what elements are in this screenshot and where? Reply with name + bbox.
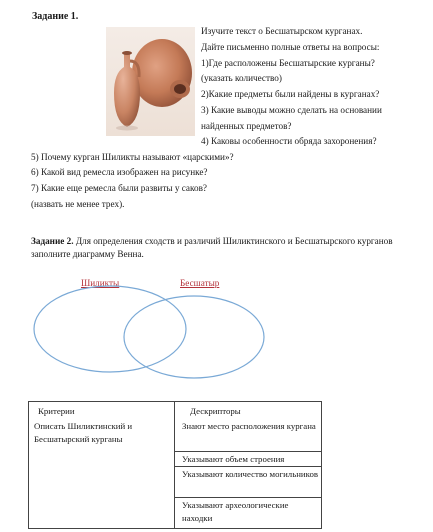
task1-line: Изучите текст о Бесшатырском курганах. <box>201 26 363 36</box>
task2-instructions: Для определения сходств и различий Шиликтинского и Бесшатырского курганов заполните диаграмму Венна. <box>31 236 393 259</box>
table-descriptor: Знают место расположения кургана <box>182 421 316 431</box>
task2-text <box>31 235 411 261</box>
table-divider <box>175 497 321 498</box>
clay-vessels-photo <box>106 27 195 136</box>
table-descriptor: Указывают археологические находки <box>182 500 289 523</box>
task1-line: (назвать не менее трех). <box>31 199 125 209</box>
task2-label: Задание 2. <box>31 236 74 246</box>
table-criterion: Описать Шиликтинский и Бесшатырский курганы <box>34 421 133 444</box>
table-divider <box>175 451 321 452</box>
pottery-image <box>106 27 195 136</box>
task1-line: (указать количество) <box>201 73 282 83</box>
table-divider <box>174 402 175 528</box>
venn-right-label: Бесшатыр <box>180 278 220 288</box>
task1-question-6: 6) Какой вид ремесла изображен на рисунке? <box>31 167 208 177</box>
task1-question-2: 2)Какие предметы были найдены в курганах? <box>201 89 380 99</box>
venn-left-label: Шиликты <box>81 278 120 288</box>
task1-line: Дайте письменно полные ответы на вопросы: <box>201 42 380 52</box>
task1-question-5: 5) Почему курган Шиликты называют «царскими»? <box>31 152 234 162</box>
venn-circle-shilikty <box>34 286 186 372</box>
task1-question-3: 3) Какие выводы можно сделать на основании <box>201 105 382 115</box>
table-divider <box>175 466 321 467</box>
venn-circle-besshatyr <box>124 296 264 378</box>
task1-question-1: 1)Где расположены Бесшатырские курганы? <box>201 58 375 68</box>
table-descriptor: Указывают объем строения <box>182 454 285 464</box>
table-header-criteria: Критерии <box>38 406 75 416</box>
task1-title: Задание 1. <box>32 11 79 22</box>
venn-diagram <box>30 275 270 385</box>
task1-line: найденных предметов? <box>201 121 292 131</box>
table-header-descriptors: Дескрипторы <box>190 406 241 416</box>
table-descriptor: Указывают количество могильников <box>182 469 318 479</box>
task1-question-7: 7) Какие еще ремесла были развиты у саков? <box>31 183 207 193</box>
assessment-table <box>28 401 322 529</box>
task1-question-4: 4) Каковы особенности обряда захоронения? <box>201 136 377 146</box>
